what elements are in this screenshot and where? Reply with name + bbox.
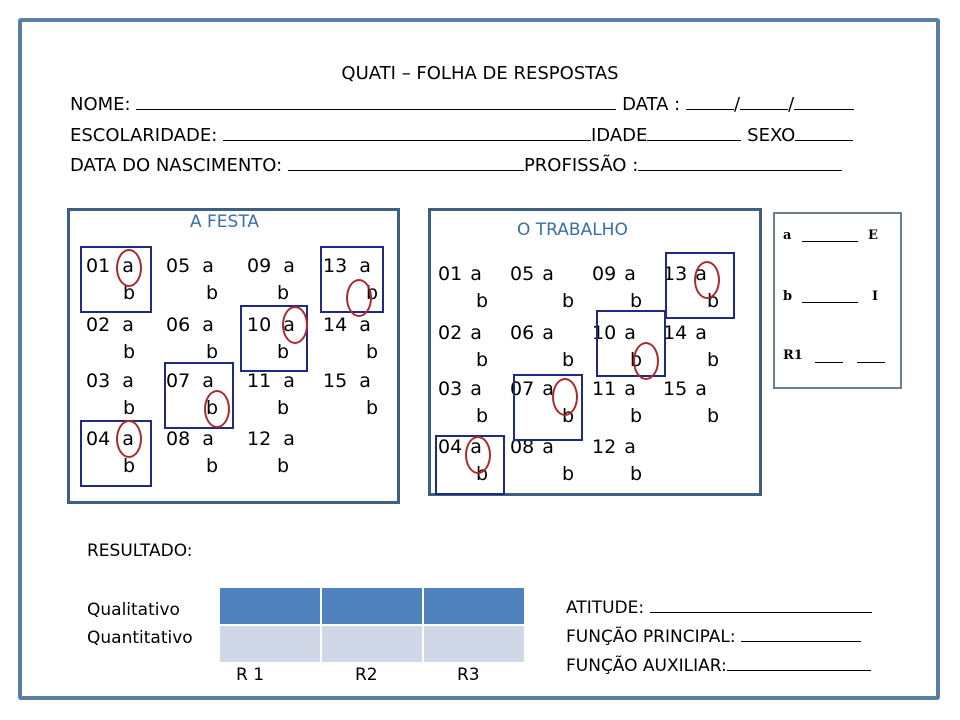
item-number: 09 xyxy=(247,255,272,277)
trabalho-item-11 xyxy=(592,380,636,399)
option-a[interactable]: a xyxy=(542,263,554,285)
option-a[interactable]: a xyxy=(202,314,214,336)
principal-line xyxy=(566,625,861,647)
item-number: 12 xyxy=(247,428,272,450)
result-row-quantitativo xyxy=(219,625,525,663)
option-a[interactable]: a xyxy=(695,263,707,285)
option-b[interactable]: b xyxy=(123,455,136,477)
nome-field[interactable] xyxy=(136,91,616,110)
festa-item-14 xyxy=(323,316,371,335)
item-number: 02 xyxy=(438,322,463,344)
item-number: 15 xyxy=(663,378,688,400)
data-label: DATA : xyxy=(622,94,681,115)
option-a[interactable]: a xyxy=(122,428,134,450)
idade-label: IDADE xyxy=(591,125,648,146)
option-a[interactable]: a xyxy=(470,436,482,458)
col-r1: R 1 xyxy=(236,665,265,685)
item-number: 11 xyxy=(247,370,272,392)
option-a[interactable]: a xyxy=(202,428,214,450)
idade-field[interactable] xyxy=(647,122,741,141)
item-number: 13 xyxy=(663,263,688,285)
item-number: 02 xyxy=(86,314,111,336)
festa-item-09 xyxy=(247,257,295,276)
festa-item-11 xyxy=(247,372,295,391)
option-a[interactable]: a xyxy=(470,263,482,285)
option-b[interactable]: b xyxy=(277,282,290,304)
nome-label: NOME: xyxy=(70,94,131,115)
option-b[interactable]: b xyxy=(206,341,219,363)
selection-box xyxy=(80,246,152,313)
auxiliar-field[interactable] xyxy=(727,654,871,671)
option-a[interactable]: a xyxy=(624,436,636,458)
item-number: 07 xyxy=(166,370,191,392)
option-b[interactable]: b xyxy=(366,341,379,363)
answer-circle-mark xyxy=(116,249,142,287)
result-cell[interactable] xyxy=(321,625,423,663)
result-table xyxy=(218,586,526,664)
item-number: 01 xyxy=(438,263,463,285)
option-b[interactable]: b xyxy=(630,290,643,312)
item-number: 13 xyxy=(323,255,348,277)
option-b[interactable]: b xyxy=(206,397,219,419)
item-number: 03 xyxy=(86,370,111,392)
sexo-field[interactable] xyxy=(795,122,853,141)
option-a[interactable]: a xyxy=(283,314,295,336)
atitude-label: ATITUDE: xyxy=(566,598,645,618)
legend-e: E xyxy=(868,228,878,243)
escolaridade-label: ESCOLARIDADE: xyxy=(70,125,218,146)
data-day-field[interactable] xyxy=(686,91,734,110)
festa-title: A FESTA xyxy=(190,212,260,232)
nascimento-label: DATA DO NASCIMENTO: xyxy=(70,155,283,176)
profissao-field[interactable] xyxy=(638,152,842,171)
option-b[interactable]: b xyxy=(562,405,575,427)
trabalho-item-02 xyxy=(438,324,482,343)
legend-i: I xyxy=(872,289,879,304)
answer-circle-mark xyxy=(465,436,491,474)
trabalho-item-12 xyxy=(592,438,636,457)
selection-box xyxy=(80,420,152,487)
option-a[interactable]: a xyxy=(122,370,134,392)
option-a[interactable]: a xyxy=(695,378,707,400)
trabalho-item-03 xyxy=(438,380,482,399)
sheet-title: QUATI – FOLHA DE RESPOSTAS xyxy=(341,63,619,84)
auxiliar-line xyxy=(566,654,871,676)
result-row-qualitativo xyxy=(219,587,525,625)
option-b[interactable]: b xyxy=(707,290,720,312)
item-number: 14 xyxy=(323,314,348,336)
option-b[interactable]: b xyxy=(562,349,575,371)
festa-item-05 xyxy=(166,257,214,276)
legend-b: b xyxy=(783,289,793,304)
trabalho-item-15 xyxy=(663,380,707,399)
option-a[interactable]: a xyxy=(202,370,214,392)
resultado-label: RESULTADO: xyxy=(87,541,193,561)
option-a[interactable]: a xyxy=(122,314,134,336)
option-a[interactable]: a xyxy=(542,436,554,458)
item-number: 06 xyxy=(166,314,191,336)
item-number: 12 xyxy=(592,436,617,458)
item-number: 04 xyxy=(86,428,111,450)
item-number: 10 xyxy=(247,314,272,336)
legend-r1-line-2[interactable] xyxy=(857,362,885,363)
auxiliar-label: FUNÇÃO AUXILIAR: xyxy=(566,656,727,676)
option-b[interactable]: b xyxy=(630,463,643,485)
option-a[interactable]: a xyxy=(624,322,636,344)
sexo-label: SEXO xyxy=(747,125,796,146)
escolaridade-field[interactable] xyxy=(223,122,591,141)
option-b[interactable]: b xyxy=(366,397,379,419)
option-b[interactable]: b xyxy=(123,397,136,419)
option-a[interactable]: a xyxy=(283,428,295,450)
col-r3: R3 xyxy=(457,665,480,685)
data-month-field[interactable] xyxy=(740,91,788,110)
answer-circle-mark xyxy=(282,306,308,344)
option-b[interactable]: b xyxy=(630,349,643,371)
option-b[interactable]: b xyxy=(123,282,136,304)
option-b[interactable]: b xyxy=(206,282,219,304)
item-number: 06 xyxy=(510,322,535,344)
item-number: 04 xyxy=(438,436,463,458)
festa-item-12 xyxy=(247,430,295,449)
option-b[interactable]: b xyxy=(476,405,489,427)
principal-label: FUNÇÃO PRINCIPAL: xyxy=(566,627,736,647)
option-b[interactable]: b xyxy=(366,282,379,304)
header-line-2 xyxy=(70,122,853,146)
atitude-field[interactable] xyxy=(650,596,872,613)
trabalho-item-09 xyxy=(592,265,636,284)
legend-a: a xyxy=(783,228,792,243)
festa-item-08 xyxy=(166,430,214,449)
option-b[interactable]: b xyxy=(562,290,575,312)
date-slash: / xyxy=(733,94,741,115)
result-cell[interactable] xyxy=(423,587,525,625)
trabalho-title: O TRABALHO xyxy=(517,220,628,240)
option-a[interactable]: a xyxy=(470,378,482,400)
item-number: 05 xyxy=(166,255,191,277)
trabalho-item-01 xyxy=(438,265,482,284)
option-b[interactable]: b xyxy=(277,341,290,363)
answer-circle-mark xyxy=(204,390,230,428)
legend-r1: R1 xyxy=(783,348,803,363)
option-a[interactable]: a xyxy=(202,255,214,277)
option-a[interactable]: a xyxy=(359,370,371,392)
option-b[interactable]: b xyxy=(277,397,290,419)
answer-circle-mark xyxy=(694,261,720,299)
qualitativo-label: Qualitativo xyxy=(87,600,180,620)
data-year-field[interactable] xyxy=(794,91,854,110)
item-number: 11 xyxy=(592,378,617,400)
festa-item-06 xyxy=(166,316,214,335)
option-a[interactable]: a xyxy=(283,255,295,277)
item-number: 15 xyxy=(323,370,348,392)
trabalho-item-14 xyxy=(663,324,707,343)
result-cell[interactable] xyxy=(321,587,423,625)
option-a[interactable]: a xyxy=(470,322,482,344)
item-number: 14 xyxy=(663,322,688,344)
option-a[interactable]: a xyxy=(695,322,707,344)
result-cell[interactable] xyxy=(219,625,321,663)
answer-circle-mark xyxy=(633,342,659,380)
legend-a-line[interactable] xyxy=(802,241,858,242)
answer-circle-mark xyxy=(346,279,372,317)
option-a[interactable]: a xyxy=(624,263,636,285)
item-number: 08 xyxy=(166,428,191,450)
option-b[interactable]: b xyxy=(206,455,219,477)
option-a[interactable]: a xyxy=(359,255,371,277)
header-line-3 xyxy=(70,152,842,176)
result-cell[interactable] xyxy=(423,625,525,663)
option-a[interactable]: a xyxy=(283,370,295,392)
col-r2: R2 xyxy=(355,665,378,685)
option-b[interactable]: b xyxy=(476,290,489,312)
principal-field[interactable] xyxy=(741,625,861,642)
answer-circle-mark xyxy=(116,420,142,458)
item-number: 07 xyxy=(510,378,535,400)
option-b[interactable]: b xyxy=(707,405,720,427)
legend-r1-line-1[interactable] xyxy=(815,362,843,363)
option-a[interactable]: a xyxy=(542,378,554,400)
option-a[interactable]: a xyxy=(359,314,371,336)
item-number: 05 xyxy=(510,263,535,285)
header-line-1 xyxy=(70,91,854,115)
option-a[interactable]: a xyxy=(542,322,554,344)
item-number: 01 xyxy=(86,255,111,277)
option-b[interactable]: b xyxy=(277,455,290,477)
option-b[interactable]: b xyxy=(123,341,136,363)
trabalho-item-06 xyxy=(510,324,554,343)
festa-item-15 xyxy=(323,372,371,391)
option-a[interactable]: a xyxy=(122,255,134,277)
atitude-line xyxy=(566,596,872,618)
date-slash: / xyxy=(788,94,795,115)
option-b[interactable]: b xyxy=(476,463,489,485)
option-b[interactable]: b xyxy=(630,405,643,427)
quantitativo-label: Quantitativo xyxy=(87,628,193,648)
result-cell[interactable] xyxy=(219,587,321,625)
festa-item-02 xyxy=(86,316,134,335)
item-number: 03 xyxy=(438,378,463,400)
option-b[interactable]: b xyxy=(707,349,720,371)
trabalho-item-05 xyxy=(510,265,554,284)
item-number: 09 xyxy=(592,263,617,285)
option-b[interactable]: b xyxy=(476,349,489,371)
festa-item-03 xyxy=(86,372,134,391)
option-a[interactable]: a xyxy=(624,378,636,400)
nascimento-field[interactable] xyxy=(288,152,524,171)
answer-circle-mark xyxy=(552,378,578,416)
item-number: 10 xyxy=(592,322,617,344)
profissao-label: PROFISSÃO : xyxy=(523,155,639,176)
item-number: 08 xyxy=(510,436,535,458)
option-b[interactable]: b xyxy=(562,463,575,485)
legend-b-line[interactable] xyxy=(802,302,858,303)
